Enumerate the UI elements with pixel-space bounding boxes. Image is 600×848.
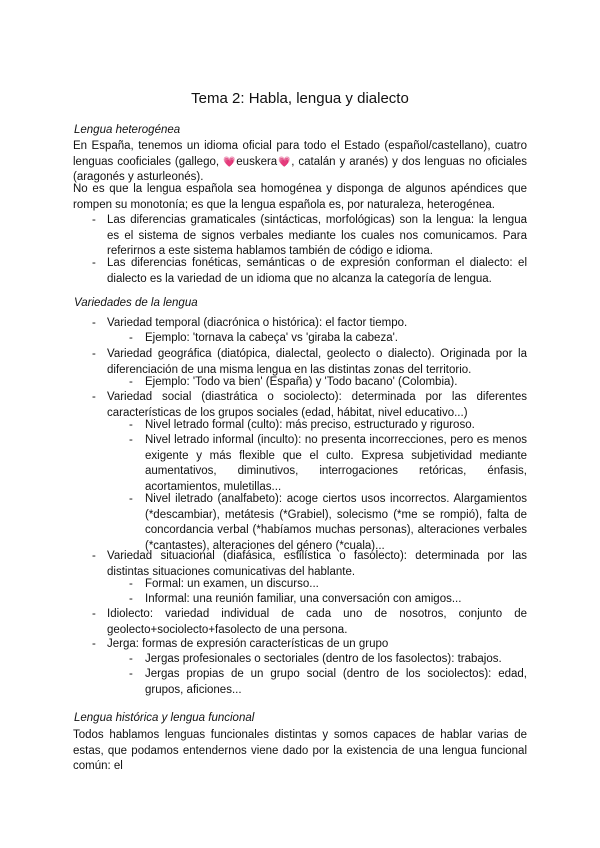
paragraph-text-end: , catalán y aranés) y dos lenguas no oficiales (aragonés y asturleonés). <box>73 155 528 183</box>
list-item-jergas-sociales: Jergas propias de un grupo social (dentro de los sociolectos): edad, grupos, aficiones... <box>145 668 527 696</box>
bullet-dash: - <box>129 668 133 680</box>
heading-lengua-historica: Lengua histórica y lengua funcional <box>74 712 255 724</box>
bullet-dash: - <box>129 578 133 590</box>
list-item-variedad-social: Variedad social (diastrática o sociolecto): determinada por las diferentes características de los grupos sociales (edad, hábitat, nivel educativo...) <box>107 391 527 419</box>
heart-icon: 💗 <box>223 156 237 168</box>
bullet-dash: - <box>92 608 96 620</box>
paragraph-text-start: En España, tenemos un idioma oficial para todo el Estado (español/castellano), cuatro lenguas cooficiales (gallego, <box>73 140 527 168</box>
list-item-variedad-temporal: Variedad temporal (diacrónica o histórica): el factor tiempo. <box>107 317 408 329</box>
bullet-dash: - <box>129 332 133 344</box>
bullet-dash: - <box>92 214 96 226</box>
bullet-dash: - <box>92 257 96 269</box>
paragraph-idiomas-espana <box>73 139 527 186</box>
list-item-nivel-informal: Nivel letrado informal (inculto): no presenta incorrecciones, pero es menos exigente y más flexible que el culto. Expresa subjetividad mediante aumentativos, diminutivos, interrogaciones retóricas, énfasis, acortamientos, muletillas... <box>145 434 527 493</box>
list-item-jerga: Jerga: formas de expresión características de un grupo <box>107 638 389 650</box>
list-item-nivel-formal: Nivel letrado formal (culto): más preciso, estructurado y riguroso. <box>145 419 475 431</box>
list-item-dialecto: Las diferencias fonéticas, semánticas o de expresión conforman el dialecto: el dialecto es la variedad de un idioma que no alcanza la categoría de lengua. <box>107 257 527 285</box>
list-item-variedad-situacional: Variedad situacional (diafásica, estilística o fasolecto): determinada por las distintas situaciones comunicativas del hablante. <box>107 550 527 578</box>
list-item-informal: Informal: una reunión familiar, una conversación con amigos... <box>145 593 462 605</box>
list-item-idiolecto: Idiolecto: variedad individual de cada uno de nosotros, conjunto de geolecto+sociolecto+fasolecto de una persona. <box>107 608 527 636</box>
bullet-dash: - <box>129 419 133 431</box>
bullet-dash: - <box>92 317 96 329</box>
list-item-jergas-profesionales: Jergas profesionales o sectoriales (dentro de los fasolectos): trabajos. <box>145 653 502 665</box>
bullet-dash: - <box>92 348 96 360</box>
euskera-word: euskera <box>236 155 278 168</box>
list-item-nivel-iletrado: Nivel iletrado (analfabeto): acoge ciertos usos incorrectos. Alargamientos (*descambiar), metátesis (*Grabiel), solecismo (*me se rompió), falta de concordancia verbal (*habíamos muchas personas), alteraciones verbales (*cantastes), alteraciones del género (*cuala)... <box>145 493 527 552</box>
page-title: Tema 2: Habla, lengua y dialecto <box>191 90 409 107</box>
list-item-formal: Formal: un examen, un discurso... <box>145 578 319 590</box>
bullet-dash: - <box>129 593 133 605</box>
bullet-dash: - <box>92 391 96 403</box>
heading-variedades: Variedades de la lengua <box>74 297 198 309</box>
bullet-dash: - <box>129 376 133 388</box>
bullet-dash: - <box>129 434 133 446</box>
bullet-dash: - <box>92 550 96 562</box>
bullet-dash: - <box>92 638 96 650</box>
list-item-variedad-geografica: Variedad geográfica (diatópica, dialectal, geolecto o dialecto). Originada por la diferenciación de una misma lengua en las distintas zonas del territorio. <box>107 348 527 376</box>
bullet-dash: - <box>129 653 133 665</box>
heading-lengua-heterogenea: Lengua heterogénea <box>74 124 181 136</box>
list-item-lengua: Las diferencias gramaticales (sintácticas, morfológicas) son la lengua: la lengua es el sistema de signos verbales mediante los cuales nos comunicamos. Para referirnos a este sistema hablamos también de código e idioma. <box>107 214 527 257</box>
heart-icon: 💗 <box>277 156 292 168</box>
paragraph-lengua-funcional: Todos hablamos lenguas funcionales distintas y somos capaces de hablar varias de estas, que podamos entendernos viene dado por la existencia de una lengua funcional común: el <box>73 729 527 772</box>
bullet-dash: - <box>129 493 133 505</box>
list-item-ejemplo-geografica: Ejemplo: 'Todo va bien' (España) y 'Todo bacano' (Colombia). <box>145 376 458 388</box>
paragraph-lengua-heterogenea: No es que la lengua española sea homogénea y disponga de algunos apéndices que rompen su monotonía; es que la lengua española es, por naturaleza, heterogénea. <box>73 183 527 211</box>
list-item-ejemplo-temporal: Ejemplo: 'tornava la cabeça' vs 'giraba la cabeza'. <box>145 332 398 344</box>
